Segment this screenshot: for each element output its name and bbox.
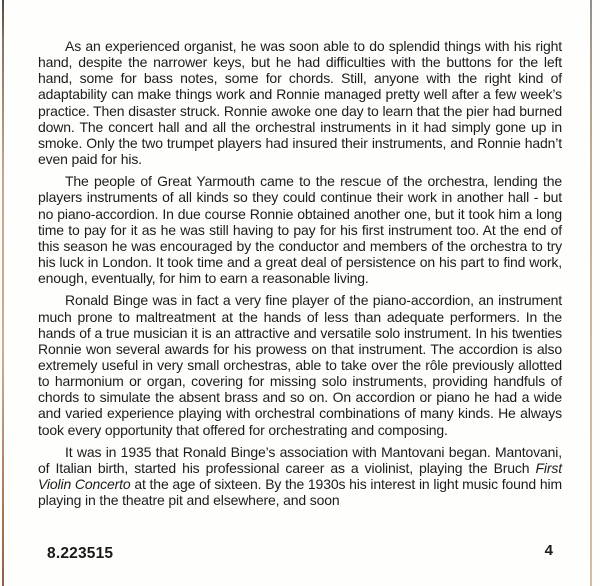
page-left-edge xyxy=(2,0,4,586)
italic-text-segment: First Violin Concerto xyxy=(38,459,562,493)
text-segment: It was in 1935 that Ronald Binge’s association with Mantovani began. Mantovani, of Italian birth, started his professional career as a violinist, playing the Bruch xyxy=(38,443,562,476)
paragraph xyxy=(38,292,562,437)
text-segment: As an experienced organist, he was soon able to do splendid things with his right hand, despite the narrower keys, but he had difficulties with the buttons for the left hand, some for bass notes, some for chords. Still, anyone with the right kind of adaptability can make things work and Ronnie managed pretty well after a few week’s practice. Then disaster struck. Ronnie awoke one day to learn that the pier had burned down. The concert hall and all the orchestral instruments in it had simply gone up in smoke. Only the two trumpet players had insured their instruments, and Ronnie hadn’t even paid for his. xyxy=(38,38,562,168)
text-segment: Ronald Binge was in fact a very fine player of the piano-accordion, an instrument much prone to maltreatment at the hands of less than adequate performers. In the hands of a true musician it is an attractive and versatile solo instrument. In his twenties Ronnie won several awards for his prowess on that instrument. The accordion is also extremely useful in very small orchestras, able to take over the rôle previously allotted to harmonium or organ, covering for missing solo instruments, providing handfuls of chords to simulate the absent brass and so on. On accordion or piano he had a wide and varied experience playing with orchestral combinations of many kinds. He always took every opportunity that offered for orchestrating and composing. xyxy=(38,292,562,438)
catalog-number: 8.223515 xyxy=(47,545,114,562)
paragraph xyxy=(38,444,562,509)
text-segment: The people of Great Yarmouth came to the rescue of the orchestra, lending the players instruments of all kinds so they could continue their work in another hall - but no piano-accordion. In due course Ronnie obtained another one, but it took him a long time to pay for it as he was still having to pay for his first instrument too. At the end of this season he was encouraged by the conductor and members of the orchestra to try his luck in London. It took time and a great deal of persistence on his part to find work, enough, eventually, for him to earn a reasonable living. xyxy=(38,173,562,287)
text-segment: at the age of sixteen. By the 1930s his interest in light music found him playing in the theatre pit and elsewhere, and soon xyxy=(38,476,562,509)
paragraph xyxy=(38,173,562,286)
body-text xyxy=(38,38,562,514)
paragraph xyxy=(38,38,562,167)
page-right-edge xyxy=(590,0,592,586)
page-number: 4 xyxy=(544,542,553,559)
